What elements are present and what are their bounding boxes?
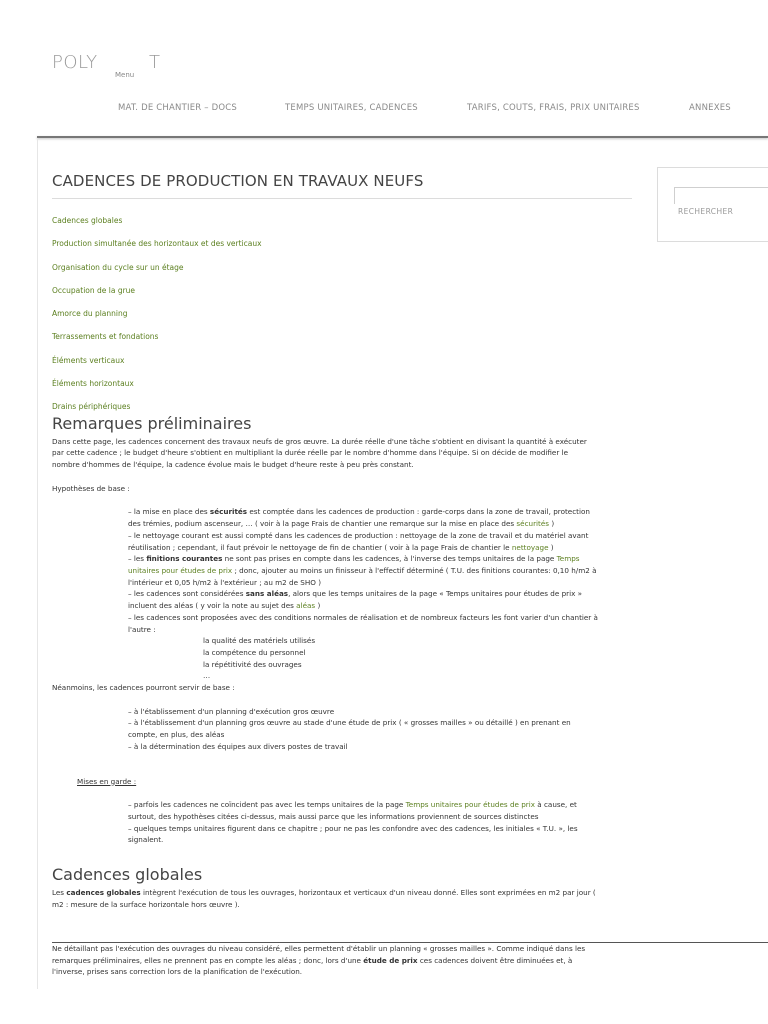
- link-securites[interactable]: sécurités: [516, 519, 550, 529]
- table-of-contents: [52, 208, 632, 418]
- warning-item-cont: signalent.: [128, 835, 164, 845]
- title-divider: [52, 198, 632, 199]
- menu-toggle[interactable]: Menu: [115, 71, 135, 79]
- factor-item: la répétitivité des ouvrages: [203, 659, 302, 669]
- use-item: compte, en plus, des aléas: [128, 730, 225, 740]
- paragraph-line: Ne détaillant pas l'exécution des ouvrages du niveau considéré, elles permettent d'établir un planning « grosses mailles ». Comme indiqué dans les: [52, 944, 586, 953]
- content-frame-edge: [37, 139, 38, 989]
- page-title: CADENCES DE PRODUCTION EN TRAVAUX NEUFS: [52, 172, 424, 190]
- use-item: – à la détermination des équipes aux divers postes de travail: [128, 741, 348, 751]
- hypothesis-conditions: – les cadences sont proposées avec des conditions normales de réalisation et de nombreux facteurs les font varier d'un chantier à: [128, 612, 598, 622]
- hypothesis-conditions-cont: l'autre :: [128, 624, 156, 634]
- toc-link-terrassements[interactable]: Terrassements et fondations: [52, 332, 159, 342]
- toc-link-production-simultanee[interactable]: Production simultanée des horizontaux et des verticaux: [52, 239, 262, 249]
- main-nav: [118, 103, 768, 117]
- nav-item-mat-chantier[interactable]: MAT. DE CHANTIER – DOCS: [118, 103, 237, 113]
- toc-link-organisation-cycle[interactable]: Organisation du cycle sur un étage: [52, 262, 184, 272]
- mises-en-garde-label: Mises en garde :: [77, 776, 137, 786]
- logo-right-text: T: [149, 52, 161, 73]
- use-item: – à l'établissement d'un planning d'exécution gros œuvre: [128, 706, 335, 716]
- hypothesis-securites: – la mise en place des sécurités est comptée dans les cadences de production : garde-corps dans la zone de travail, protection: [128, 507, 590, 517]
- link-temps-unitaires[interactable]: Temps: [556, 554, 580, 564]
- warning-item: – quelques temps unitaires figurent dans ce chapitre ; pour ne pas les confondre avec des cadences, les initiales « T.U. », les: [128, 823, 578, 833]
- toc-link-occupation-grue[interactable]: Occupation de la grue: [52, 285, 136, 295]
- cadences-globales-line: m2 : mesure de la surface horizontale hors œuvre ).: [52, 899, 240, 909]
- cadences-globales-paragraph-2: Ne détaillant pas l'exécution des ouvrages du niveau considéré, elles permettent d'établir un planning « grosses mailles ». Comme indiqué dans les remarques préliminaires, elles ne prennent pas en compte les aléas ; donc, lors d'une étude de prix ces cadences doivent être diminuées et, à l'inverse, prises sans correction lors de la planification de l'exécution.: [52, 943, 632, 978]
- toc-link-amorce-planning[interactable]: Amorce du planning: [52, 309, 128, 319]
- toc-link-elements-verticaux[interactable]: Éléments verticaux: [52, 355, 125, 365]
- intro-line: Dans cette page, les cadences concernent des travaux neufs de gros œuvre. La durée réelle d'une tâche s'obtient en divisant la quantité à exécuter: [52, 436, 587, 446]
- mises-en-garde-list: [52, 799, 632, 846]
- hypothesis-finitions-cont: l'intérieur et 0,05 h/m2 à l'extérieur ; au m2 de SHO ): [128, 577, 321, 587]
- factors-list: [52, 635, 632, 682]
- factor-item: la qualité des matériels utilisés: [203, 636, 316, 646]
- search-input[interactable]: [674, 187, 768, 204]
- link-aleas[interactable]: aléas: [296, 601, 316, 611]
- hypothesis-finitions: – les finitions courantes ne sont pas prises en compte dans les cadences, à l'inverse des temps unitaires de la page Temps: [128, 554, 580, 564]
- hypothesis-nettoyage: – le nettoyage courant est aussi compté dans les cadences de production : nettoyage de la zone de travail et du matériel avant: [128, 530, 589, 540]
- cadences-globales-text: Les cadences globales intègrent l'exécution de tous les ouvrages, horizontaux et verticaux d'un niveau donné. Elles sont exprimées en m2 par jour ( m2 : mesure de la surface horizontale hors œuvre ).: [52, 887, 632, 910]
- warning-item: – parfois les cadences ne coïncident pas avec les temps unitaires de la page Temps unitaires pour études de prix à cause, et: [128, 800, 577, 810]
- hypotheses-list: – la mise en place des sécurités est comptée dans les cadences de production : garde-corps dans la zone de travail, protection des trémies, podium ascenseur, … ( voir à la page Frais de chantier une remarque sur la mise en place des sécurités ) – le nettoyage courant est aussi compté dans les cadences de production : nettoyage de la zone de travail et du matériel avant réutilisation ; cependant, il faut prévoir le nettoyage de fin de chantier ( voir à la page Frais de chantier le nettoyage ) – les finitions courantes ne sont pas prises en compte dans les cadences, à l'inverse des temps unitaires de la page Temps unitaires pour études de prix ; donc, ajouter au moins un finisseur à l'effectif déterminé ( T.U. des finitions courantes: 0,10 h/m2 à l'intérieur et 0,05 h/m2 à l'extérieur ; au m2 de SHO ) – les cadences sont considérées sans aléas, alors que les temps unitaires de la page « Temps unitaires pour études de prix » incluent des aléas ( y voir la note au sujet des aléas ) – les cadences sont proposées avec des conditions normales de réalisation et de nombreux facteurs les font varier d'un chantier à l'autre :: [52, 506, 632, 635]
- toc-link-cadences-globales[interactable]: Cadences globales: [52, 216, 123, 225]
- nav-item-tarifs[interactable]: TARIFS, COÛTS, FRAIS, PRIX UNITAIRES: [467, 103, 640, 113]
- uses-list: [52, 706, 632, 753]
- remarques-intro: [52, 436, 632, 471]
- logo-left-text: POLY: [52, 52, 98, 73]
- nav-item-annexes[interactable]: ANNEXES: [689, 103, 731, 113]
- section-heading-cadences-globales: Cadences globales: [52, 865, 203, 885]
- intro-line: nombre d'hommes de l'équipe, la cadence évolue mais le budget d'heure reste à peu près constant.: [52, 460, 414, 470]
- section-heading-remarques: Remarques préliminaires: [52, 413, 252, 433]
- link-nettoyage[interactable]: nettoyage: [511, 542, 549, 552]
- search-button[interactable]: RECHERCHER: [678, 207, 734, 216]
- factor-item: la compétence du personnel: [203, 647, 306, 657]
- intro-line: par cette cadence ; le budget d'heure s'obtient en multipliant la durée réelle par le nombre d'homme dans l'équipe. Si on décide de modifier le: [52, 448, 568, 458]
- warning-item-cont: surtout, des hypothèses citées ci-dessus, mais aussi parce que les informations proviennent de sources distinctes: [128, 811, 539, 821]
- use-item: – à l'établissement d'un planning gros œuvre au stade d'une étude de prix ( « grosses mailles » ou détaillé ) en prenant en: [128, 718, 571, 728]
- paragraph-line: l'inverse, prises sans correction lors de la planification de l'exécution.: [52, 967, 303, 977]
- search-widget: [657, 167, 768, 242]
- header-divider: [37, 136, 768, 138]
- hypothesis-aleas: – les cadences sont considérées sans aléas, alors que les temps unitaires de la page « Temps unitaires pour études de prix »: [128, 589, 583, 599]
- link-temps-unitaires-etudes[interactable]: Temps unitaires pour études de prix: [405, 800, 535, 810]
- main-content: [52, 172, 632, 910]
- toc-link-elements-horizontaux[interactable]: Éléments horizontaux: [52, 379, 134, 389]
- neanmoins-text: Néanmoins, les cadences pourront servir de base :: [52, 683, 235, 693]
- link-temps-unitaires-cont[interactable]: unitaires pour études de prix: [128, 566, 233, 575]
- hypotheses-label: Hypothèses de base :: [52, 483, 130, 493]
- toc-link-drains[interactable]: Drains périphériques: [52, 402, 131, 412]
- factor-item: …: [203, 671, 211, 681]
- nav-item-temps-unitaires[interactable]: TEMPS UNITAIRES, CADENCES: [285, 103, 418, 113]
